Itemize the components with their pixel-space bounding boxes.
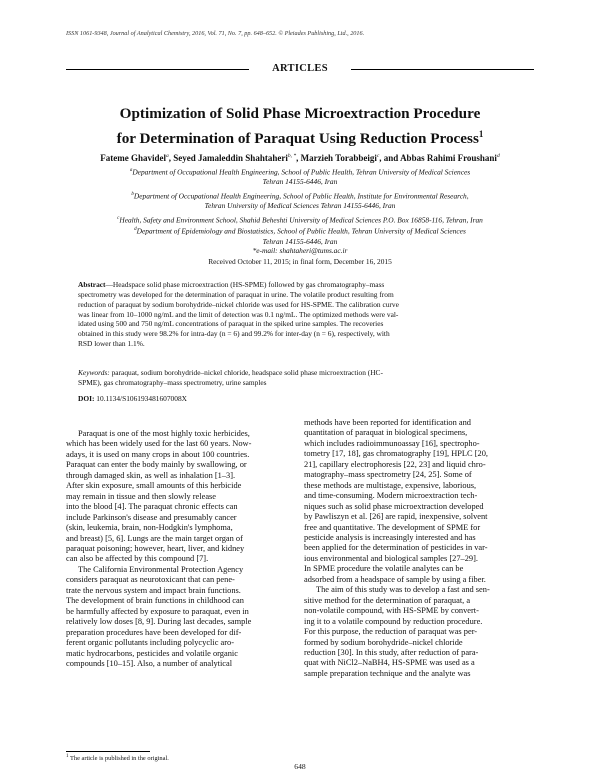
keywords	[78, 368, 522, 388]
keywords-line: SPME), gas chromatography–mass spectrometry, urine samples	[78, 377, 267, 387]
affiliation-text: Department of Occupational Health Engineering, School of Public Health, Institute for Environmental Research,	[133, 191, 469, 201]
affiliation-sup: d	[134, 227, 137, 233]
abstract-text: —Headspace solid phase microextraction (HS-SPME) followed by gas chromatography–mass	[105, 280, 385, 289]
body-line: and time-consuming. Modern microextraction tech-	[304, 491, 478, 501]
body-line: In SPME procedure the volatile analytes can be	[304, 564, 464, 574]
abstract-line: RSD lower than 1.1%.	[78, 339, 145, 349]
affiliation-sup: c	[117, 216, 120, 222]
body-line: been applied for the determination of pesticides in var-	[304, 543, 488, 553]
section-rule-right	[351, 69, 534, 70]
footnote-mark: 1	[66, 754, 69, 759]
affiliation-text: Department of Epidemiology and Biostatistics, School of Public Health, Tehran University of Medical Sciences	[136, 226, 466, 236]
body-line: these methods are multistage, expensive, laborious,	[304, 480, 477, 490]
affiliation-line: Tehran 14155-6446, Iran	[262, 177, 338, 187]
section-label: ARTICLES	[272, 63, 328, 74]
doi	[78, 394, 187, 403]
body-line: ferent organic pollutants including polycyclic aro-	[66, 638, 234, 648]
doi-link[interactable]: 10.1134/S106193481607008X	[96, 394, 187, 403]
body-line: The California Environmental Protection Agency	[78, 564, 244, 574]
body-line: After skin exposure, small amounts of this herbicide	[66, 481, 242, 491]
title-footnote-mark: 1	[478, 129, 484, 139]
body-line: sample preparation technique and the analyte was	[304, 668, 471, 678]
author-conjunction: and	[383, 153, 399, 163]
footnote-text: The article is published in the original.	[69, 755, 169, 763]
author-sup: d	[496, 153, 500, 159]
title-line-2-text: for Determination of Paraquat Using Reduction Process	[116, 130, 479, 148]
affiliation-line	[66, 190, 534, 201]
abstract-line	[78, 280, 522, 290]
body-column-left	[66, 429, 293, 669]
body-line: niques such as solid phase microextraction developed	[304, 501, 484, 511]
abstract-line: was linear from 10–1000 ng/mL and the limit of detection was 0.1 ng/mL. The optimized methods were val-	[78, 309, 399, 319]
body-line: sitive method for the determination of paraquat, a	[304, 595, 471, 605]
body-line: into the blood [4]. The paraquat chronic effects can	[66, 502, 238, 512]
affiliation-line	[66, 166, 534, 177]
footnote	[66, 754, 169, 762]
body-line: methods have been reported for identification and	[304, 418, 471, 427]
abstract-label: Abstract	[78, 280, 106, 289]
body-line: Paraquat is one of the most highly toxic herbicides,	[78, 429, 250, 438]
doi-label: DOI:	[78, 394, 95, 403]
abstract-line: reduction of paraquat by sodium borohydride–nickel chloride was used for HS-SPME. The calibration curve	[78, 299, 399, 309]
title-line-2	[66, 124, 534, 149]
section-banner	[66, 64, 534, 74]
body-line: ious environmental and biological samples [27–29].	[304, 553, 478, 563]
author-list: Fateme Ghavidel$^a$, Seyed Jamaleddin Shahtaheri$^{b, *}$, Marzieh Torabbeigi$^c$, and Abbas Rahimi Froushani$^d$	[100, 153, 500, 163]
affiliation-line: Tehran 14155-6446, Iran	[262, 236, 338, 246]
affiliation-sup: b	[131, 192, 134, 198]
body-line: can also be affected by this compound [7].	[66, 554, 209, 564]
body-line: paraquat poisoning; however, heart, liver, and kidney	[66, 543, 245, 553]
body-line: tometry [17, 18], gas chromatography [19], HPLC [20,	[304, 449, 488, 459]
keywords-label: Keywords:	[78, 368, 110, 377]
body-line: considers paraquat as neurotoxicant that can pene-	[66, 575, 235, 585]
body-line: preparation procedures have been developed for dif-	[66, 627, 242, 637]
abstract	[78, 280, 522, 349]
body-line: For this purpose, the reduction of paraquat was per-	[304, 627, 478, 637]
affiliation-sup: a	[129, 168, 133, 173]
body-line: compounds [10–15]. Also, a number of analytical	[66, 658, 233, 668]
author-sup: a	[166, 153, 169, 159]
body-line: matography–mass spectrometry [24, 25]. Some of	[304, 470, 472, 480]
body-line: be harmfully affected by exposure to paraquat, even in	[66, 606, 249, 616]
body-line: quat with NiCl2–NaBH4, HS-SPME was used as a	[304, 658, 475, 668]
body-line: by Pawliszyn et al. [26] are rapid, inexpensive, solvent	[304, 512, 488, 522]
affiliation-line	[66, 225, 534, 236]
affiliation-line: Tehran University of Medical Sciences Tehran 14155-6446, Iran	[204, 201, 396, 211]
body-line: may remain in tissue and then slowly release	[66, 491, 217, 501]
affiliation-text: Health, Safety and Environment School, Shahid Beheshti University of Medical Sciences P.O. Box 16858-116, Tehran, Iran	[119, 215, 483, 225]
body-line: The aim of this study was to develop a fast and sen-	[316, 585, 490, 595]
keywords-text: paraquat, sodium borohydride–nickel chloride, headspace solid phase microextraction (HC-	[111, 368, 383, 377]
affiliations	[66, 166, 534, 256]
abstract-line: obtained in this study were 98.2% for intra-day (n = 6) and 99.2% for inter-day (n = 6), respectively, with	[78, 329, 390, 339]
affiliation-line	[66, 214, 534, 225]
body-line: free and quantitative. The development of SPME for	[304, 522, 481, 532]
body-line: ing it to a volatile compound by reduction procedure.	[304, 616, 483, 626]
footnote-divider	[66, 751, 150, 752]
body-line: which includes radioimmunoassay [16], spectropho-	[304, 438, 480, 448]
body-line: non-volatile compound, with HS-SPME by convert-	[304, 606, 479, 616]
body-line: adays, it is used on many crops in about 100 countries.	[66, 449, 250, 459]
body-line: through damaged skin, as well as inhalation [1–3].	[66, 470, 236, 480]
page-number: 648	[294, 762, 306, 771]
author-sup: c	[376, 153, 380, 159]
body-line: Paraquat can enter the body mainly by swallowing, or	[66, 460, 247, 470]
journal-header: ISSN 1061-9348, Journal of Analytical Chemistry, 2016, Vol. 71, No. 7, pp. 648–652. © Pleiades Publishing, Ltd., 2016.	[66, 30, 365, 37]
author-name: Seyed Jamaleddin Shahtaheri	[173, 153, 288, 163]
body-line: matic hydrocarbons, pesticides and volatile organic	[66, 648, 238, 658]
body-line: (skin, leukemia, brain, non-Hodgkin's lymphoma,	[66, 523, 233, 533]
body-line: and breast) [5, 6]. Lungs are the main target organ of	[66, 533, 243, 543]
body-line: include Parkinson's disease and presumably cancer	[66, 512, 237, 522]
received-dates: Received October 11, 2015; in final form, December 16, 2015	[208, 257, 392, 266]
body-line: pesticide analysis is increasingly interested and has	[304, 532, 476, 542]
body-line: trate the nervous system and impact brain functions.	[66, 585, 241, 595]
body-line: which has been widely used for the last 60 years. Now-	[66, 439, 252, 449]
body-line: The development of brain functions in childhood can	[66, 596, 244, 606]
author-email: *e-mail: shahtaheri@tums.ac.ir	[252, 246, 348, 256]
abstract-line: spectrometry was developed for the determination of paraquat in urine. The volatile product resulting from	[78, 289, 394, 299]
body-column-right	[304, 418, 534, 679]
author-name: Marzieh Torabbeigi	[300, 153, 377, 163]
author-name: Fateme Ghavidel	[100, 153, 167, 163]
title-line-1: Optimization of Solid Phase Microextraction Procedure	[119, 105, 481, 122]
author-sup: b, *	[287, 153, 297, 159]
keywords-line	[78, 368, 522, 378]
affiliation-text: Department of Occupational Health Engineering, School of Public Health, Tehran University of Medical Sciences	[132, 167, 471, 177]
body-line: 21], capillary electrophoresis [22, 23] and liquid chro-	[304, 459, 486, 469]
abstract-line: idated using 500 and 750 ng/mL concentrations of paraquat in the spiked urine samples. The recoveries	[78, 319, 384, 329]
body-line: formed by sodium borohydride–nickel chloride	[304, 637, 463, 647]
body-line: adsorbed from a headspace of sample by using a fiber.	[304, 574, 486, 584]
body-line: quantitation of paraquat in biological specimens,	[304, 428, 468, 438]
author-name: Abbas Rahimi Froushani	[400, 153, 497, 163]
paper-title	[66, 104, 534, 149]
body-line: reduction [30]. In this study, after reduction of para-	[304, 647, 479, 657]
body-line: relatively low doses [8, 9]. During last decades, sample	[66, 617, 252, 627]
